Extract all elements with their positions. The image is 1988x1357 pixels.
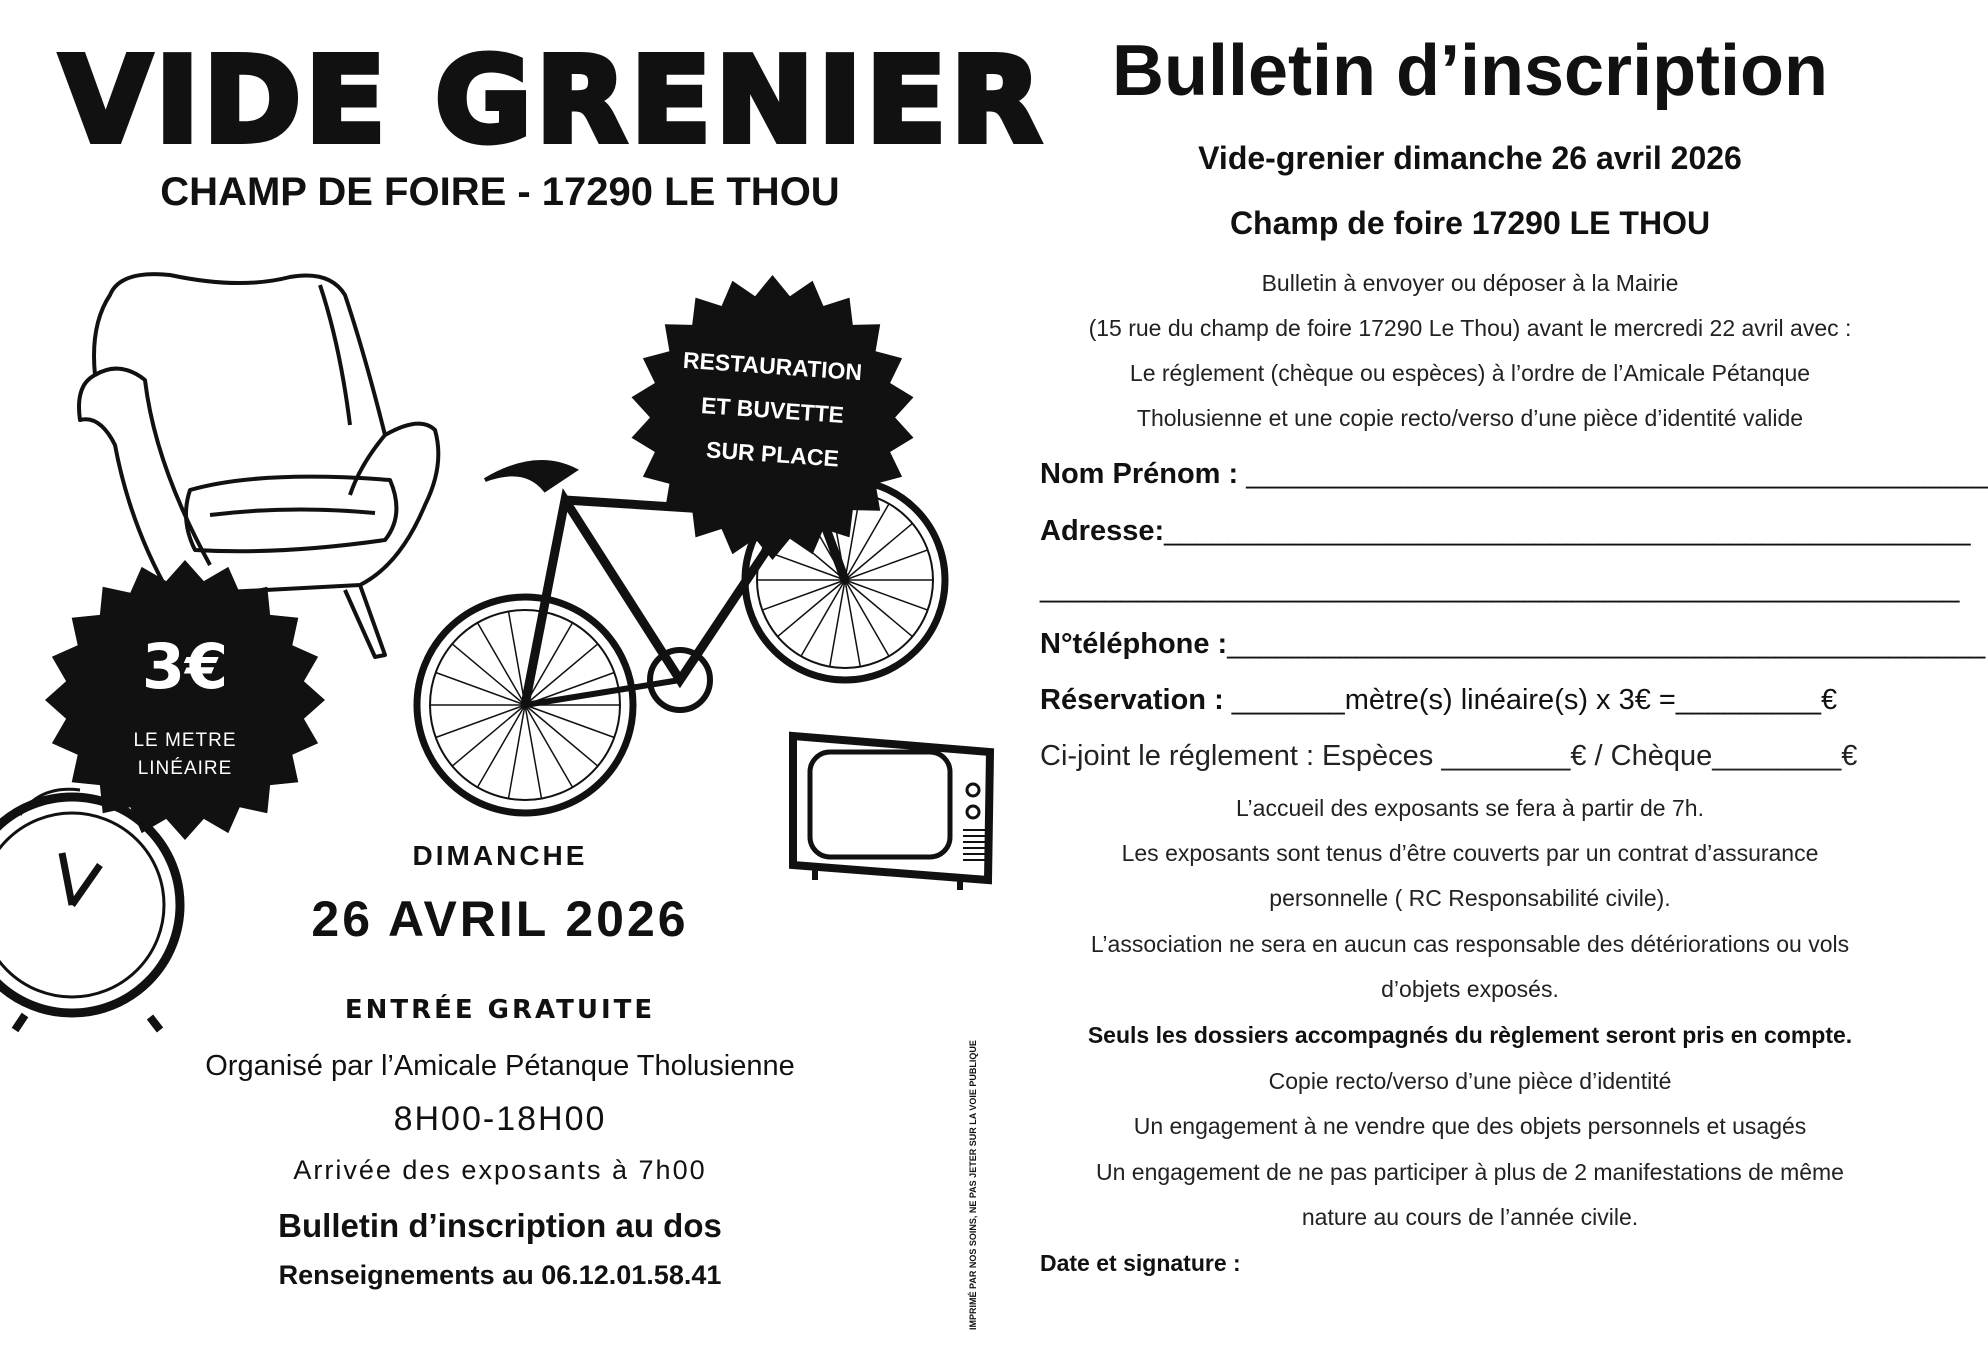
phone-field[interactable] [1040,628,1986,661]
price-unit-line: LINÉAIRE [137,758,233,779]
reservation-field[interactable] [1040,684,1910,717]
requirement-line: Copie recto/verso d’une pièce d’identité [1268,1068,1672,1094]
event-date: 26 AVRIL 2026 [311,891,689,947]
printer-note: IMPRIMÉ PAR NOS SOINS, NE PAS JETER SUR LA VOIE PUBLIQUE [968,1040,978,1330]
food-badge [630,275,915,560]
reservation-text[interactable]: _______mètre(s) linéaire(s) x 3€ =_________€ [1223,684,1838,716]
intro-line: Tholusienne et une copie recto/verso d’une pièce d’identité valide [1136,405,1804,431]
food-badge-line: RESTAURATION [682,346,863,386]
event-day: DIMANCHE [412,840,588,871]
exhibitor-arrival: Arrivée des exposants à 7h00 [293,1155,707,1185]
poster-title: VIDE GRENIER [60,31,1046,169]
contact-info: Renseignements au 06.12.01.58.41 [278,1260,722,1290]
price-unit-line: LE METRE [133,730,237,751]
note-line: L’association ne sera en aucun cas responsable des détériorations ou vols [1090,931,1850,957]
form-subtitle-event: Vide-grenier dimanche 26 avril 2026 [1198,140,1742,176]
note-line: L’accueil des exposants se fera à partir de 7h. [1236,795,1704,821]
poster-location: CHAMP DE FOIRE - 17290 LE THOU [160,170,840,214]
phone-blank[interactable]: _______________________________________________ [1227,628,1986,660]
note-line: personnelle ( RC Responsabilité civile). [1269,885,1671,911]
form-subtitle-location: Champ de foire 17290 LE THOU [1229,205,1711,241]
reservation-label: Réservation : [1040,684,1224,716]
requirement-line: Un engagement à ne vendre que des objets personnels et usagés [1133,1113,1807,1139]
form-on-back-note: Bulletin d’inscription au dos [278,1207,722,1244]
address-label: Adresse: [1040,515,1165,547]
payment-required-note: Seuls les dossiers accompagnés du règlement seront pris en compte. [1087,1022,1853,1048]
note-line: d’objets exposés. [1381,976,1559,1002]
food-badge-line: ET BUVETTE [700,392,845,428]
opening-hours: 8H00-18H00 [393,1100,607,1138]
requirement-line: Un engagement de ne pas participer à plus de 2 manifestations de même [1096,1159,1844,1185]
food-badge-line: SUR PLACE [705,436,840,472]
intro-line: (15 rue du champ de foire 17290 Le Thou) avant le mercredi 22 avril avec : [1088,315,1852,341]
address-line2-field[interactable]: _________________________________________________________ [1040,572,1960,604]
free-entry: ENTRÉE GRATUITE [344,995,656,1025]
name-field[interactable] [1040,458,1988,491]
note-line: Les exposants sont tenus d’être couverts par un contrat d’assurance [1121,840,1819,866]
signature-label: Date et signature : [1040,1250,1241,1276]
phone-label: N°téléphone : [1040,628,1228,660]
payment-field[interactable]: Ci-joint le réglement : Espèces ________€ / Chèque________€ [1040,740,1858,772]
name-blank[interactable]: ______________________________________________ [1238,458,1988,490]
price-badge [45,560,325,840]
intro-line: Bulletin à envoyer ou déposer à la Mairie [1261,270,1679,296]
price-value: 3€ [141,630,229,703]
form-title: Bulletin d’inscription [1112,31,1828,111]
intro-line: Le réglement (chèque ou espèces) à l’ordre de l’Amicale Pétanque [1129,360,1811,386]
address-field[interactable] [1040,515,1971,548]
requirement-line: nature au cours de l’année civile. [1301,1204,1639,1230]
address-blank[interactable]: __________________________________________________ [1164,515,1971,547]
organizer: Organisé par l’Amicale Pétanque Tholusienne [205,1050,795,1082]
name-label: Nom Prénom : [1040,458,1239,490]
